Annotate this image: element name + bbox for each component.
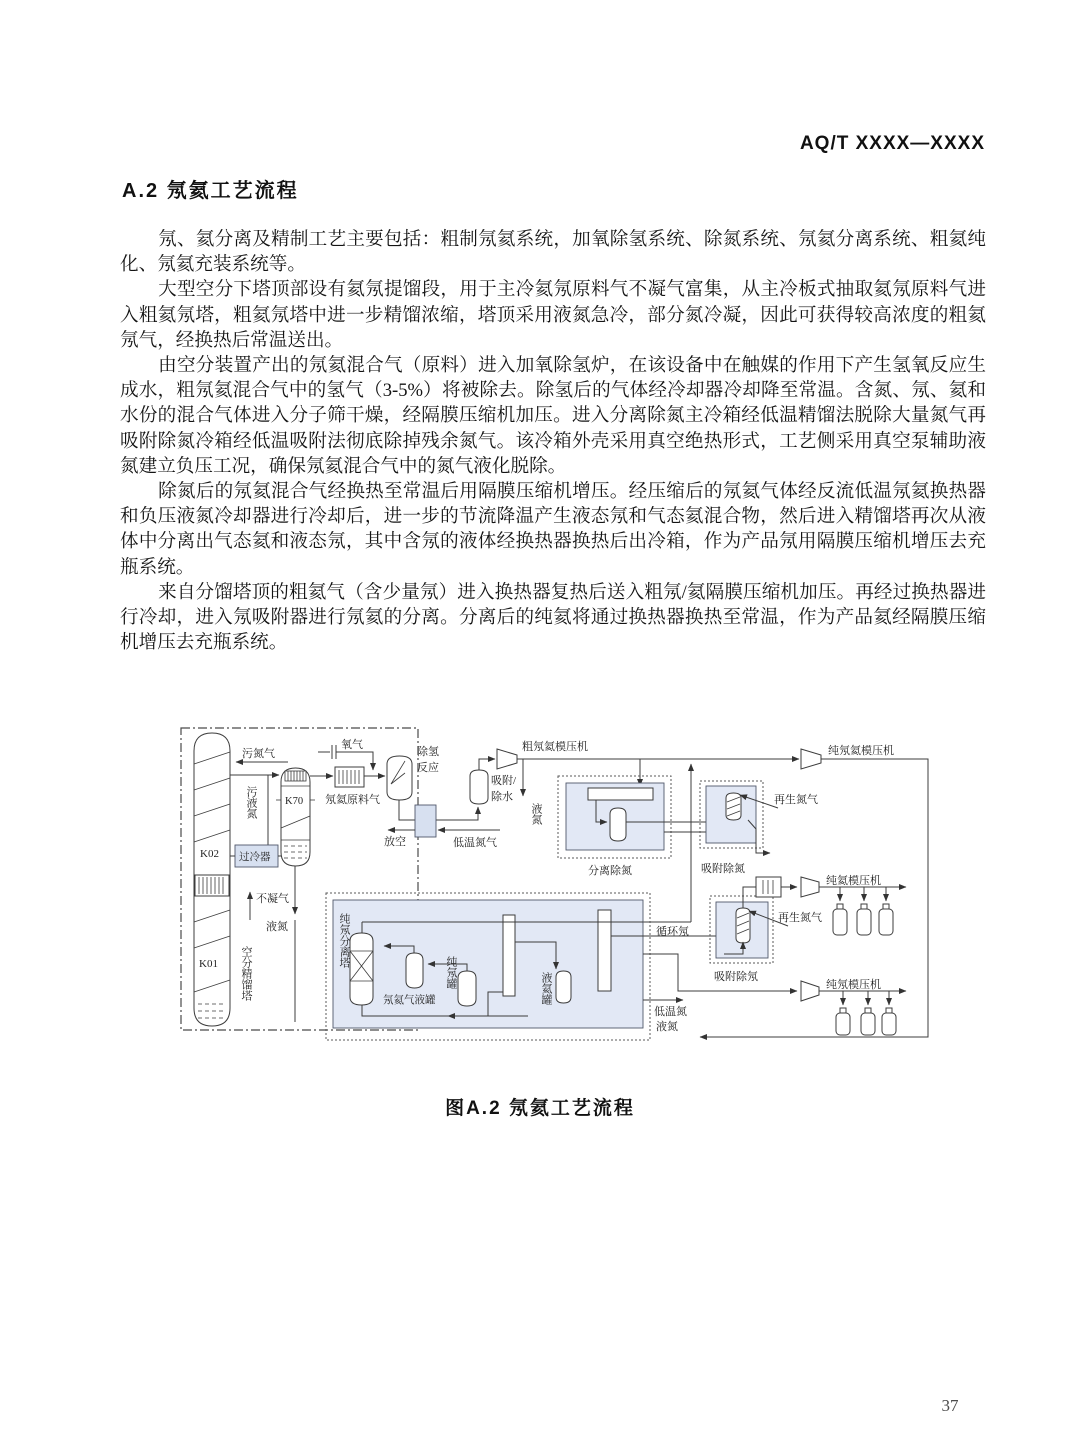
label-nehe-gasliquid-tank: 氖氦气液罐 [383, 995, 436, 1006]
pure-helium-compressor [801, 877, 819, 897]
section-heading: A.2 氖氦工艺流程 [122, 180, 299, 202]
nehe-gasliquid-tank [406, 953, 423, 988]
label-neon-column: 纯氖分离塔 [338, 913, 350, 968]
dryer-vessel [470, 770, 488, 804]
label-pure-nehe-compressor: 纯氖氦模压机 [828, 745, 894, 757]
pure-nehe-compressor [801, 749, 821, 769]
deoxo-reactor [387, 756, 412, 800]
label-pure-neon-tank: 纯氖罐 [445, 956, 457, 989]
n2-adsorber-vessel [726, 793, 741, 820]
page-number: 37 [941, 1396, 959, 1415]
label-waste-liquid-nitrogen: 污液氮 [245, 786, 257, 819]
label-cold-nitrogen: 低温氮气 [453, 837, 497, 849]
paragraph-3: 由空分装置产出的氖氦混合气（原料）进入加氧除氢炉，在该设备中在触媒的作用下产生氢氧反应生成水，粗氖氦混合气中的氢气（3-5%）将被除去。除氢后的气体经冷却器冷却降至常温。含氮、氖、氦和水份的混合气体进入分子筛干燥，经隔膜压缩机加压。进入分离除氮主冷箱经低温精馏法脱除大量氮气再吸附除氮冷箱经低温吸附法彻底除掉残余氮气。该冷箱外壳采用真空绝热形式，工艺侧采用真空泵辅助液氮建立负压工况，确保氖氦混合气中的氮气液化脱除。 [120, 355, 986, 477]
label-oxygen: 氧气 [341, 739, 363, 751]
main-condenser [195, 875, 229, 896]
label-k01: K01 [199, 958, 218, 970]
label-deoxo-1: 除氢 [417, 746, 439, 758]
neon-adsorber-vessel [736, 908, 750, 943]
paragraph-4: 除氮后的氖氦混合气经换热至常温后用隔膜压缩机增压。经压缩后的氖氦气体经反流低温氖氦换热器和负压液氮冷却器进行冷却后，进一步的节流降温产生液态氖和气态氦混合物，然后进入精馏塔再次从液体中分离出气态氦和液态氖，其中含氖的液体经换热器换热后出冷箱，作为产品氖用隔膜压缩机增压去充瓶系统。 [120, 481, 986, 578]
reactor-outlet-line [399, 800, 478, 820]
label-dryer-2: 除水 [491, 791, 513, 803]
pure-neon-compressor [801, 981, 819, 1001]
k70-column [276, 768, 315, 866]
n2-adsorption-coldbox [700, 781, 818, 875]
paragraph-2: 大型空分下塔顶部设有氦氖提馏段，用于主冷氦氖原料气不凝气富集，从主冷板式抽取氦氖原料气进入粗氦氖塔，粗氦氖塔中进一步精馏浓缩，塔顶采用液氮急冷，部分氮冷凝，因此可获得较高浓度的粗氦氖气，经换热后常温送出。 [120, 279, 986, 351]
label-k02: K02 [200, 848, 219, 860]
label-liquid-nitrogen-bottom: 液氮 [656, 1021, 678, 1033]
crude-nehe-compressor [497, 749, 517, 769]
figure-caption: 图A.2 氖氦工艺流程 [445, 1098, 635, 1119]
neon-separation-column [350, 933, 373, 1005]
process-flow-diagram [178, 724, 938, 1054]
label-rawgas: 氖氦原料气 [325, 794, 380, 806]
compressor1-inlet [479, 759, 495, 770]
label-liquid-nitrogen-left: 液氮 [266, 921, 288, 933]
label-n2-adsorption: 吸附除氮 [701, 863, 745, 875]
label-neon-adsorption: 吸附除氖 [714, 971, 758, 983]
body-text [120, 227, 986, 655]
standard-number-header: AQ/T XXXX—XXXX [799, 133, 985, 154]
helium-cylinders [833, 904, 893, 935]
label-cold-nitrogen-out: 低温氮 [654, 1006, 687, 1018]
n2-sep-exchanger [588, 788, 653, 800]
liquid-helium-tank [556, 971, 571, 1003]
label-crude-nehe-compressor: 粗氖氦模压机 [522, 741, 588, 753]
label-pure-helium-compressor: 纯氦模压机 [826, 875, 881, 887]
label-regen-n2-top: 再生氮气 [774, 794, 818, 806]
neon-product-train [801, 977, 906, 1035]
label-dryer-1: 吸附/ [491, 775, 517, 787]
label-n2-separation: 分离除氮 [588, 865, 632, 877]
label-k70: K70 [285, 796, 304, 807]
coldbox-exchanger-1 [503, 915, 515, 996]
rawgas-exchanger [335, 767, 364, 787]
neon-adsorption-coldbox [710, 896, 822, 983]
label-vent: 放空 [384, 836, 406, 848]
label-pure-neon-compressor: 纯氖模压机 [826, 979, 881, 991]
pure-neon-tank [458, 971, 476, 1006]
label-subcooler: 过冷器 [239, 852, 271, 863]
label-air-separation-column: 空分精馏塔 [240, 946, 252, 1001]
label-regen-n2-bottom: 再生氮气 [778, 912, 822, 924]
cooler-box [415, 805, 436, 837]
label-liquid-helium-tank: 液氦罐 [540, 972, 552, 1005]
n2-sep-vessel [610, 808, 626, 841]
helium-filter [756, 877, 781, 897]
label-circulating-neon: 循环氖 [656, 926, 689, 938]
neon-cylinders [836, 1008, 896, 1035]
paragraph-1: 氖、氦分离及精制工艺主要包括：粗制氖氦系统，加氧除氢系统、除氮系统、氖氦分离系统、粗氦纯化、氖氦充装系统等。 [120, 229, 986, 276]
paragraph-5: 来自分馏塔顶的粗氦气（含少量氖）进入换热器复热后送入粗氖/氦隔膜压缩机加压。再经过换热器进行冷却，进入氖吸附器进行氖氦的分离。分离后的纯氦将通过换热器换热至常温，作为产品氦经隔膜压缩机增压去充瓶系统。 [120, 581, 986, 654]
label-waste-nitrogen: 污氮气 [242, 748, 275, 760]
label-deoxo-2: 反应 [417, 762, 439, 774]
nehe-separation-coldbox [326, 893, 650, 1040]
label-liquid-nitrogen-mid: 液氮 [530, 803, 542, 825]
label-noncondensable: 不凝气 [256, 893, 289, 905]
